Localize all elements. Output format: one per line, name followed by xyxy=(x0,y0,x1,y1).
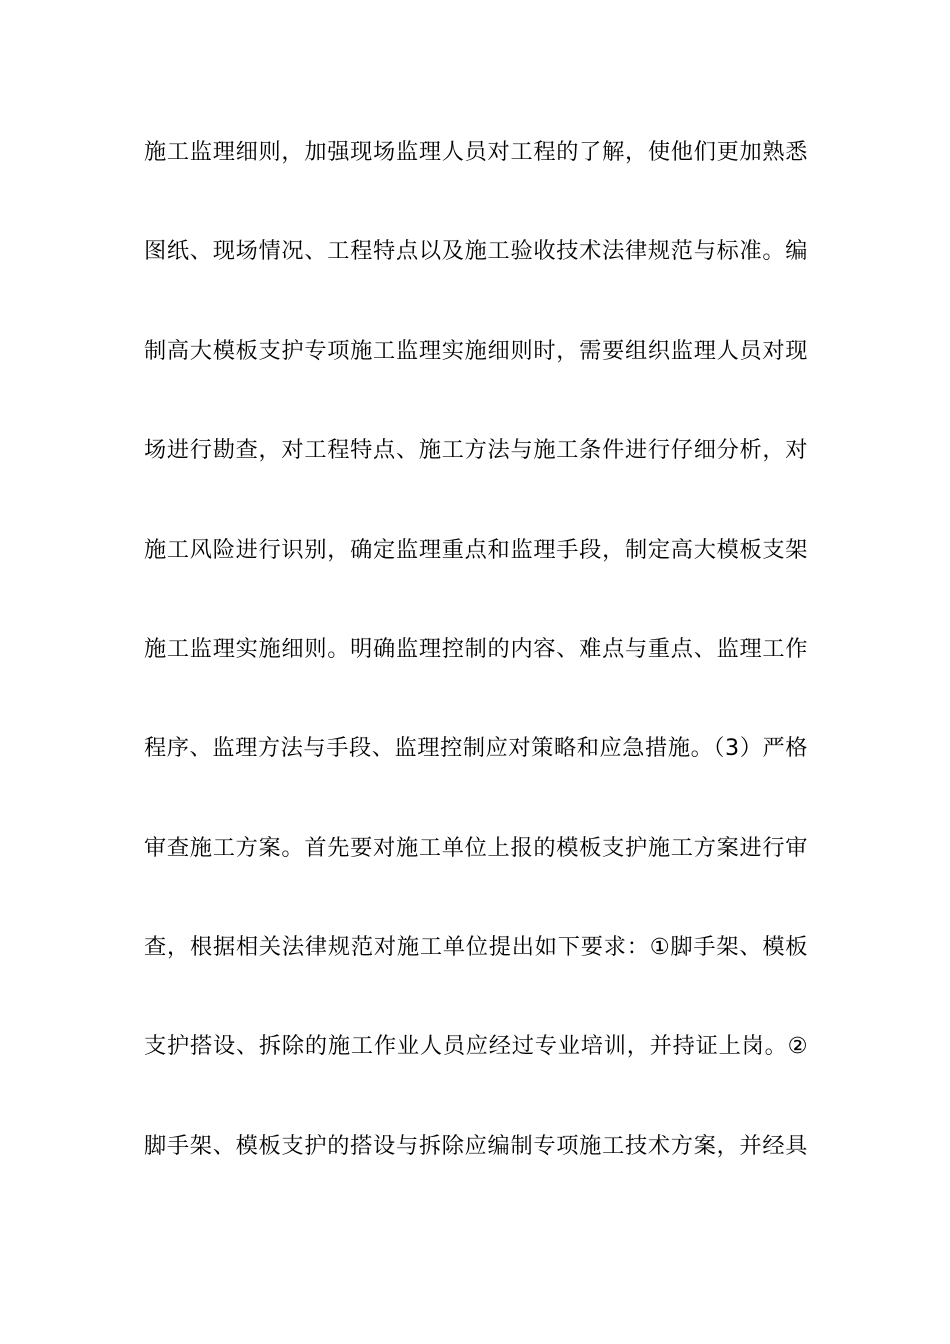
text-line: 施工监理细则，加强现场监理人员对工程的了解，使他们更加熟悉 xyxy=(144,139,808,165)
text-line: 施工监理实施细则。明确监理控制的内容、难点与重点、监理工作 xyxy=(144,635,808,662)
text-line: 查，根据相关法律规范对施工单位提出如下要求：①脚手架、模板 xyxy=(144,934,808,960)
text-line: 制高大模板支护专项施工监理实施细则时，需要组织监理人员对现 xyxy=(144,337,808,364)
text-line: 施工风险进行识别，确定监理重点和监理手段，制定高大模板支架 xyxy=(144,536,808,563)
text-line: 脚手架、模板支护的搭设与拆除应编制专项施工技术方案，并经具 xyxy=(144,1132,808,1159)
text-line: 场进行勘查，对工程特点、施工方法与施工条件进行仔细分析，对 xyxy=(144,437,808,464)
text-line: 支护搭设、拆除的施工作业人员应经过专业培训，并持证上岗。② xyxy=(144,1033,808,1060)
body-text xyxy=(144,128,808,1221)
text-line: 审查施工方案。首先要对施工单位上报的模板支护施工方案进行审 xyxy=(144,834,808,861)
text-line: 程序、监理方法与手段、监理控制应对策略和应急措施。（3）严格 xyxy=(144,735,808,762)
text-line: 图纸、现场情况、工程特点以及施工验收技术法律规范与标准。编 xyxy=(144,238,808,265)
